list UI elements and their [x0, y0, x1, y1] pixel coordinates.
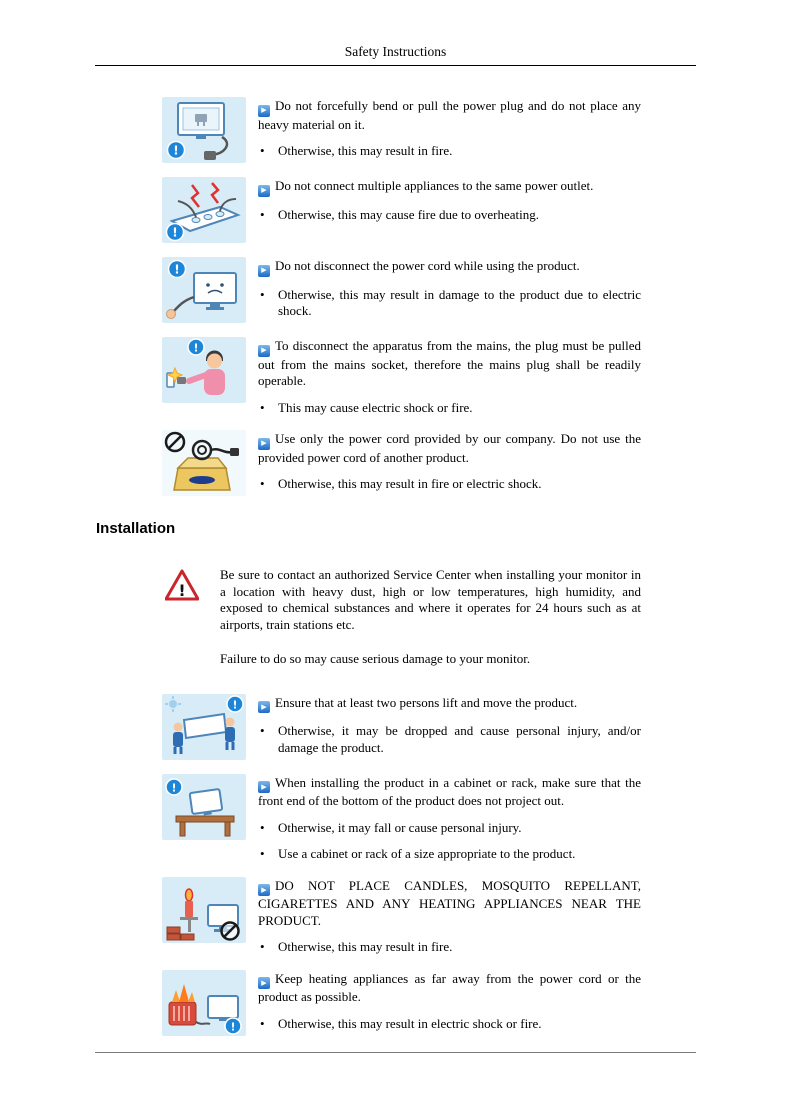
svg-text:!: !	[178, 581, 186, 600]
safety-item	[162, 774, 641, 863]
safety-item	[162, 694, 641, 760]
instruction-text	[258, 695, 641, 714]
bullet-item	[258, 287, 641, 320]
bullet-item	[258, 939, 641, 956]
installation-warning	[165, 567, 641, 633]
page-title: Safety Instructions	[344, 44, 447, 59]
instruction-text	[258, 878, 641, 930]
instruction-text	[258, 258, 641, 277]
multiple-outlet-illustration	[162, 177, 246, 243]
svg-text:!: !	[232, 698, 238, 711]
safety-item	[162, 430, 641, 496]
instruction-text-content: Do not forcefully bend or pull the power plug and do not place any heavy material on it.	[258, 98, 641, 132]
safety-item	[162, 177, 641, 243]
disconnect-cord-illustration	[162, 257, 246, 323]
instruction-text	[258, 775, 641, 810]
bullet-item	[258, 846, 641, 863]
instruction-text-content: When installing the product in a cabinet or rack, make sure that the front end of the bottom of the product does not project out.	[258, 774, 641, 808]
svg-text:!: !	[230, 1020, 236, 1033]
bullet-text: • Otherwise, this may result in electric shock or fire.	[278, 1015, 542, 1031]
bullet-text: • Otherwise, it may be dropped and cause personal injury, and/or damage the product.	[278, 723, 641, 755]
warning-triangle-icon	[165, 567, 199, 633]
bullet-text: • Otherwise, this may result in fire.	[278, 143, 453, 158]
safety-item-body	[258, 97, 641, 163]
bullet-text: • Otherwise, this may cause fire due to overheating.	[278, 206, 539, 222]
note-arrow-icon	[258, 438, 270, 450]
safety-item	[162, 337, 641, 416]
svg-text:!: !	[171, 781, 177, 794]
instruction-text	[258, 971, 641, 1006]
instruction-text-content: Do not connect multiple appliances to the same power outlet.	[275, 178, 594, 193]
svg-text:!: !	[193, 341, 199, 355]
instruction-text	[258, 431, 641, 466]
bullet-text: • Otherwise, this may result in fire.	[278, 939, 453, 954]
note-arrow-icon	[258, 884, 270, 896]
bent-plug-illustration	[162, 97, 246, 163]
instruction-text-content: Ensure that at least two persons lift and move the product.	[275, 694, 578, 710]
safety-item-body	[258, 694, 641, 760]
instruction-text-content: Use only the power cord provided by our company. Do not use the provided power cord of another product.	[258, 431, 641, 465]
bullet-item	[258, 400, 641, 417]
note-arrow-icon	[258, 701, 270, 713]
safety-item	[162, 97, 641, 163]
footer-rule	[95, 1052, 696, 1053]
note-arrow-icon	[258, 185, 270, 197]
safety-item-body	[258, 430, 641, 496]
two-person-lift-illustration	[162, 694, 246, 760]
note-arrow-icon	[258, 781, 270, 793]
bullet-item	[258, 207, 641, 224]
instruction-text	[258, 178, 641, 197]
safety-item-body	[258, 970, 641, 1036]
heating-appliance-illustration	[162, 970, 246, 1036]
safety-item	[162, 877, 641, 956]
safety-item	[162, 257, 641, 323]
bullet-item	[258, 723, 641, 756]
safety-item-body	[258, 774, 641, 863]
instruction-text-content: Do not disconnect the power cord while using the product.	[275, 258, 580, 273]
installation-section-heading: Installation	[96, 520, 176, 537]
note-arrow-icon	[258, 265, 270, 277]
bullet-text: • Use a cabinet or rack of a size appropriate to the product.	[278, 846, 576, 861]
svg-text:!: !	[172, 225, 178, 240]
bullet-item	[258, 476, 641, 493]
instruction-text	[258, 338, 641, 390]
bullet-item	[258, 143, 641, 160]
page-header	[95, 44, 696, 66]
bullet-text: • Otherwise, it may fall or cause personal injury.	[278, 819, 522, 835]
warning-text: Be sure to contact an authorized Service Center when installing your monitor in a location with heavy dust, high or low temperatures, high humidity, and exposed to chemical substances and where it operates for 24 hours such as at airports, train stations etc.	[220, 567, 641, 632]
note-arrow-icon	[258, 105, 270, 117]
power-safety-items	[162, 97, 641, 496]
bullet-item	[258, 1016, 641, 1033]
svg-text:!: !	[173, 143, 179, 158]
cabinet-install-illustration	[162, 774, 246, 863]
page-content	[96, 97, 641, 1050]
instruction-text-content: Keep heating appliances as far away from the power cord or the product as possible.	[258, 970, 641, 1004]
no-candles-illustration	[162, 877, 246, 956]
safety-item-body	[258, 877, 641, 956]
mains-plug-illustration	[162, 337, 246, 416]
bullet-text: • This may cause electric shock or fire.	[278, 399, 473, 415]
safety-item-body	[258, 257, 641, 323]
note-arrow-icon	[258, 345, 270, 357]
bullet-text: • Otherwise, this may result in damage to the product due to electric shock.	[278, 286, 641, 318]
warning-followup-text: Failure to do so may cause serious damage to your monitor.	[220, 651, 531, 666]
instruction-text	[258, 98, 641, 133]
bullet-text: • Otherwise, this may result in fire or electric shock.	[278, 476, 542, 491]
safety-item-body	[258, 177, 641, 243]
svg-text:!: !	[174, 262, 180, 277]
safety-item	[162, 970, 641, 1036]
installation-items	[162, 694, 641, 1036]
instruction-text-content: To disconnect the apparatus from the mains, the plug must be pulled out from the mains socket, therefore the mains plug shall be readily operable.	[258, 338, 641, 388]
power-cord-box-illustration	[162, 430, 246, 496]
safety-item-body	[258, 337, 641, 416]
instruction-text-content: DO NOT PLACE CANDLES, MOSQUITO REPELLANT, CIGARETTES AND ANY HEATING APPLIANCES NEAR THE PRODUCT.	[258, 877, 641, 928]
note-arrow-icon	[258, 977, 270, 989]
bullet-item	[258, 820, 641, 837]
